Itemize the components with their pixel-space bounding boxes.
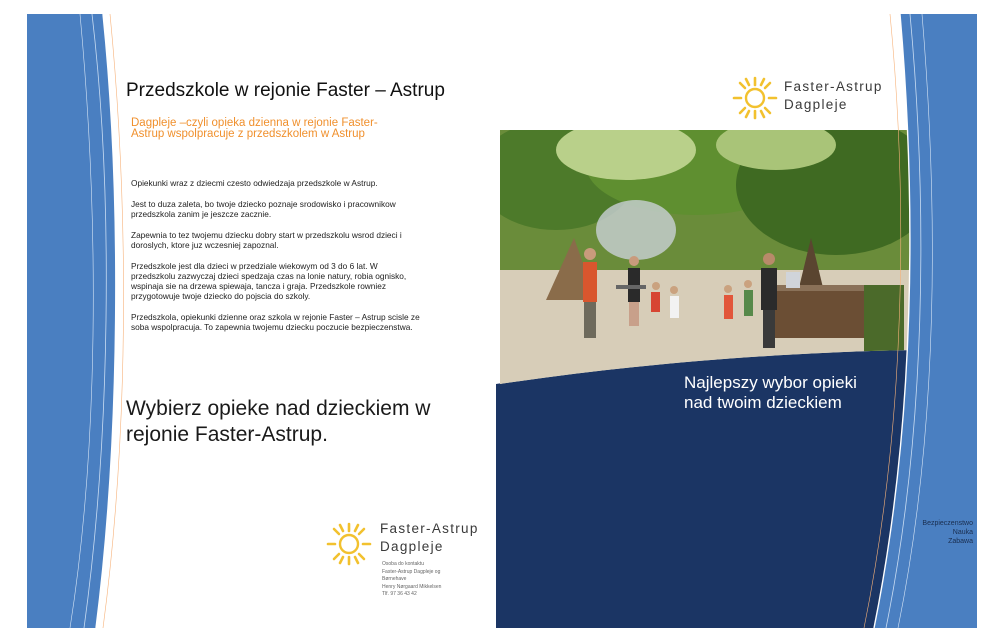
logo-wordmark — [380, 520, 479, 556]
subtitle — [131, 118, 431, 140]
paragraph: Jest to duza zaleta, bo twoje dziecko poznaje srodowisko i pracownikow przedszkola zanim je jeszcze zacznie. — [131, 198, 396, 219]
paragraph: Przedszkola, opiekunki dzienne oraz szkola w rejonie Faster – Astrup scisle ze soba wspolpracuja. To zapewnia twojemu dziecku poczucie bezpieczenstwa. — [131, 311, 420, 333]
tagline-line-2: nad twoim dzieckiem — [684, 393, 842, 412]
keyword: Nauka — [952, 529, 973, 536]
paragraph: Zapewnia to tez twojemu dziecku dobry start w przedszkolu wsrod dzieci i doroslych, ktore juz wczesniej zapoznal. — [131, 229, 402, 250]
logo-line-1: Faster-Astrup — [380, 521, 479, 536]
call-to-action: Wybierz opieke nad dzieckiem w rejonie Faster-Astrup. — [126, 397, 431, 446]
keyword: Zabawa — [948, 538, 973, 545]
contact-line: Faster-Astrup Dagpleje og — [382, 568, 441, 575]
outdoor-photo — [496, 115, 936, 390]
logo-wordmark — [784, 78, 883, 114]
right-page — [496, 0, 992, 642]
body-text — [131, 178, 421, 343]
tagline-line-1: Najlepszy wybor opieki — [684, 373, 857, 392]
subtitle-line-2: Astrup wspolpracuje z przedszkolem w Astrup — [131, 128, 365, 140]
logo-line-2: Dagpleje — [380, 539, 444, 554]
sun-logo-icon — [732, 76, 778, 120]
keyword: Bezpieczenstwo — [922, 520, 973, 527]
contact-line: Henry Nørgaard Mikkelsen — [382, 583, 442, 590]
paragraph: Przedszkole jest dla dzieci w przedziale wiekowym od 3 do 6 lat. W przedszkolu zazwyczaj dzieci spedzaja czas na lonie natury, robia ognisko, wspinaja sie na drzewa spiewaja, tancza i graja. Przedszkole rowniez przygotowuje twoje dziecko do pojscia do szkoly. — [131, 260, 407, 302]
logo-line-1: Faster-Astrup — [784, 79, 883, 94]
page-title: Przedszkole w rejonie Faster – Astrup — [126, 80, 445, 101]
contact-line: Osoba do kontaktu — [382, 561, 424, 567]
side-keywords — [903, 519, 973, 546]
tagline — [684, 373, 934, 413]
subtitle-line-1: Dagpleje –czyli opieka dzienna w rejonie Faster- — [131, 117, 378, 129]
contact-block — [382, 561, 502, 599]
contact-line: Børnehave — [382, 576, 407, 582]
sun-logo-icon — [326, 522, 372, 566]
logo-line-2: Dagpleje — [784, 97, 848, 112]
paragraph: Opiekunki wraz z dziecmi czesto odwiedzaja przedszkole w Astrup. — [131, 178, 378, 188]
contact-line: Tlf. 97 36 43 42 — [382, 591, 417, 597]
